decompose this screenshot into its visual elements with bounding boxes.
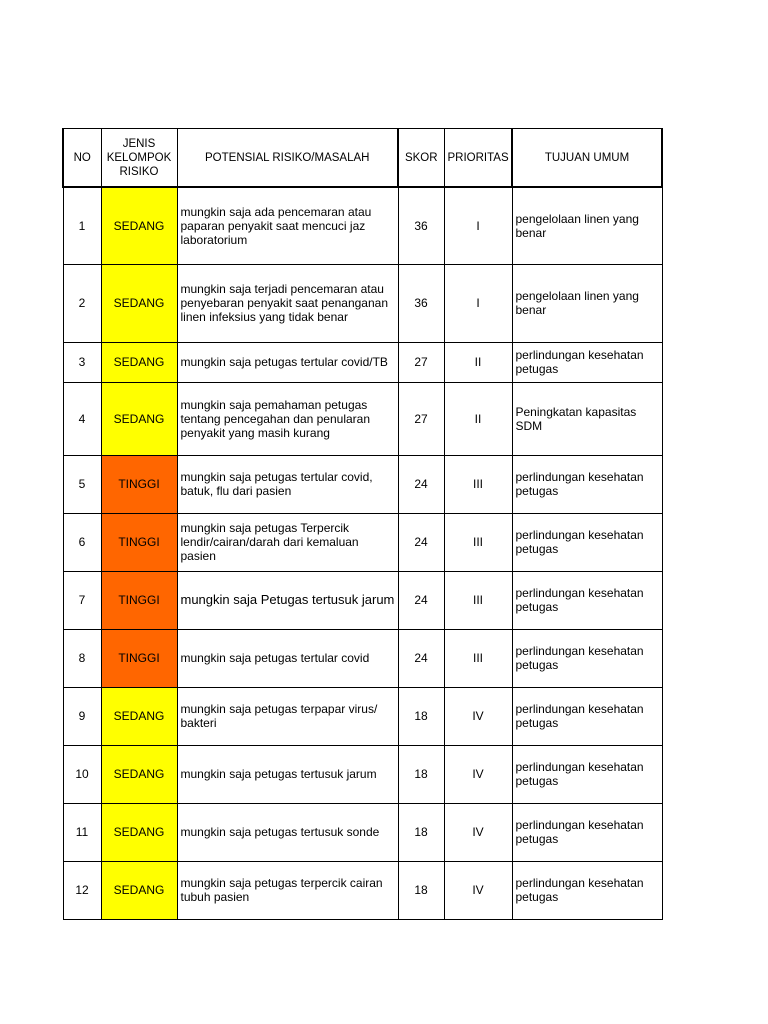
skor-cell: 36 [398,187,444,264]
row-no: 4 [63,382,101,455]
potensial-risiko-cell: mungkin saja Petugas tertusuk jarum [177,571,398,629]
potensial-risiko-cell: mungkin saja terjadi pencemaran atau penyebaran penyakit saat penanganan linen infeksius yang tidak benar [177,264,398,342]
prioritas-cell: III [444,513,512,571]
skor-cell: 18 [398,861,444,919]
table-row [63,342,662,382]
risk-level-badge: TINGGI [101,455,177,513]
header-skor: SKOR [398,129,444,188]
prioritas-cell: I [444,264,512,342]
header-jenis-line-2: KELOMPOK [106,151,172,164]
row-no: 8 [63,629,101,687]
row-no: 11 [63,803,101,861]
prioritas-cell: IV [444,861,512,919]
table-row [63,571,662,629]
prioritas-cell: II [444,342,512,382]
table-row [63,687,662,745]
prioritas-cell: I [444,187,512,264]
tujuan-umum-cell: perlindungan kesehatan petugas [512,342,662,382]
table-body [63,187,662,919]
header-jenis-line-1: JENIS [122,137,156,150]
table-row [63,264,662,342]
skor-cell: 24 [398,455,444,513]
header-prioritas: PRIORITAS [444,129,512,188]
table-row [63,513,662,571]
header-jenis-line-3: RISIKO [119,165,159,178]
risk-level-badge: TINGGI [101,629,177,687]
tujuan-umum-cell: perlindungan kesehatan petugas [512,687,662,745]
header-tujuan-umum: TUJUAN UMUM [512,129,662,188]
table-row [63,187,662,264]
skor-cell: 27 [398,382,444,455]
potensial-risiko-cell: mungkin saja petugas tertular covid, batuk, flu dari pasien [177,455,398,513]
tujuan-umum-cell: perlindungan kesehatan petugas [512,513,662,571]
tujuan-umum-cell: Peningkatan kapasitas SDM [512,382,662,455]
skor-cell: 24 [398,629,444,687]
risk-table [62,128,663,920]
potensial-risiko-cell: mungkin saja petugas tertular covid [177,629,398,687]
potensial-risiko-cell: mungkin saja pemahaman petugas tentang pencegahan dan penularan penyakit yang masih kurang [177,382,398,455]
skor-cell: 24 [398,513,444,571]
prioritas-cell: II [444,382,512,455]
skor-cell: 18 [398,745,444,803]
table-row [63,803,662,861]
table-row [63,745,662,803]
prioritas-cell: IV [444,803,512,861]
tujuan-umum-cell: perlindungan kesehatan petugas [512,571,662,629]
risk-level-badge: TINGGI [101,571,177,629]
table-row [63,455,662,513]
risk-level-badge: SEDANG [101,803,177,861]
skor-cell: 18 [398,803,444,861]
risk-level-badge: SEDANG [101,264,177,342]
prioritas-cell: III [444,571,512,629]
table-header-row [63,129,662,188]
risk-level-badge: SEDANG [101,745,177,803]
prioritas-cell: IV [444,745,512,803]
row-no: 1 [63,187,101,264]
prioritas-cell: III [444,629,512,687]
potensial-risiko-cell: mungkin saja petugas tertular covid/TB [177,342,398,382]
tujuan-umum-cell: perlindungan kesehatan petugas [512,803,662,861]
header-potensial-risiko: POTENSIAL RISIKO/MASALAH [177,129,398,188]
tujuan-umum-cell: pengelolaan linen yang benar [512,264,662,342]
row-no: 9 [63,687,101,745]
skor-cell: 24 [398,571,444,629]
row-no: 5 [63,455,101,513]
potensial-risiko-cell: mungkin saja petugas tertusuk sonde [177,803,398,861]
risk-level-badge: SEDANG [101,861,177,919]
potensial-risiko-cell: mungkin saja ada pencemaran atau paparan penyakit saat mencuci jaz laboratorium [177,187,398,264]
tujuan-umum-cell: perlindungan kesehatan petugas [512,861,662,919]
risk-level-badge: SEDANG [101,382,177,455]
table-row [63,861,662,919]
tujuan-umum-cell: pengelolaan linen yang benar [512,187,662,264]
row-no: 7 [63,571,101,629]
potensial-risiko-cell: mungkin saja petugas terpercik cairan tubuh pasien [177,861,398,919]
skor-cell: 36 [398,264,444,342]
tujuan-umum-cell: perlindungan kesehatan petugas [512,745,662,803]
table-row [63,629,662,687]
potensial-risiko-cell: mungkin saja petugas terpapar virus/ bakteri [177,687,398,745]
risk-level-badge: SEDANG [101,687,177,745]
tujuan-umum-cell: perlindungan kesehatan petugas [512,455,662,513]
tujuan-umum-cell: perlindungan kesehatan petugas [512,629,662,687]
risk-level-badge: TINGGI [101,513,177,571]
potensial-risiko-cell: mungkin saja petugas tertusuk jarum [177,745,398,803]
table-row [63,382,662,455]
row-no: 12 [63,861,101,919]
risk-level-badge: SEDANG [101,187,177,264]
potensial-risiko-cell: mungkin saja petugas Terpercik lendir/cairan/darah dari kemaluan pasien [177,513,398,571]
header-no: NO [63,129,101,188]
skor-cell: 27 [398,342,444,382]
prioritas-cell: III [444,455,512,513]
row-no: 2 [63,264,101,342]
row-no: 3 [63,342,101,382]
row-no: 10 [63,745,101,803]
row-no: 6 [63,513,101,571]
header-jenis-kelompok-risiko [101,129,177,188]
prioritas-cell: IV [444,687,512,745]
skor-cell: 18 [398,687,444,745]
risk-level-badge: SEDANG [101,342,177,382]
